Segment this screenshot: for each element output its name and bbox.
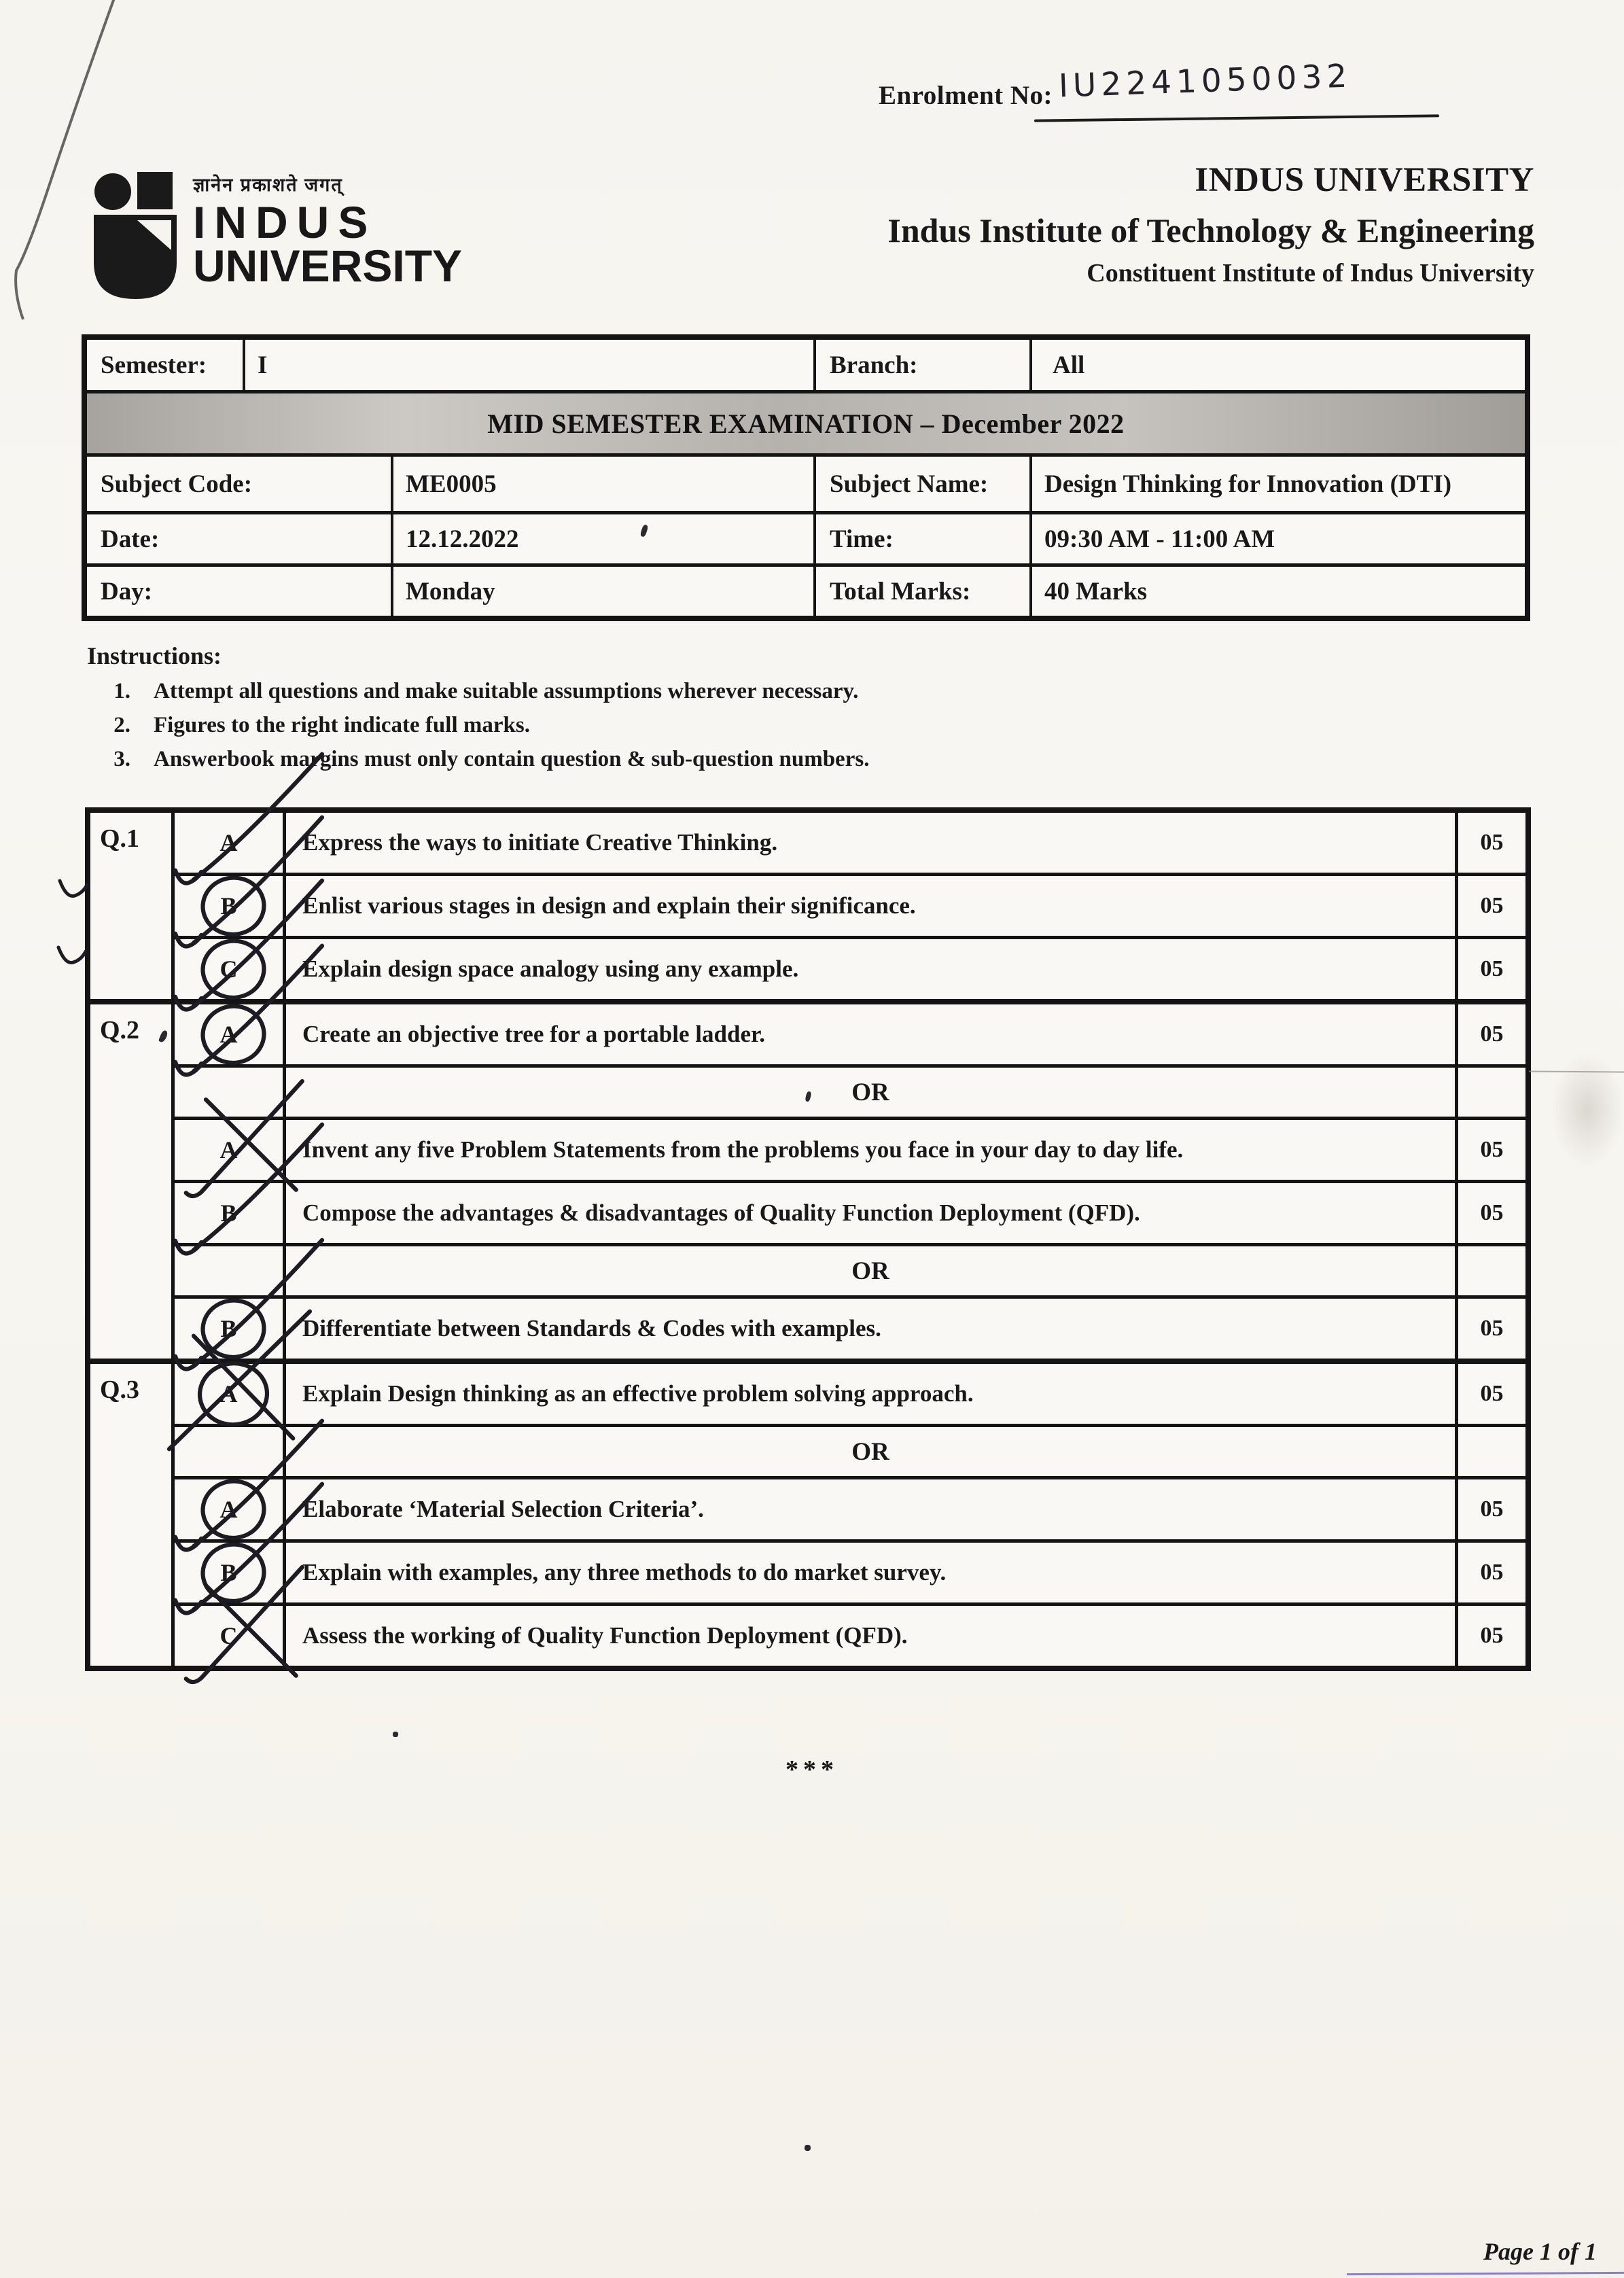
total-marks-value: 40 Marks [1044,577,1148,606]
semester-label: Semester: [87,340,245,390]
sub-question-letter: B [220,1559,237,1586]
sub-question-cell-empty [175,1427,286,1476]
question-text: Differentiate between Standards & Codes with examples. [302,1315,881,1342]
ink-speck [805,2145,811,2151]
day-value: Monday [393,567,816,616]
instruction-number: 3. [113,747,130,771]
subject-code-value: ME0005 [393,457,816,511]
branch-value: All [1053,351,1085,379]
info-row-banner [87,390,1525,453]
branch-label: Branch: [816,340,1032,390]
sub-question-letter: B [220,892,237,919]
time-value: 09:30 AM - 11:00 AM [1044,525,1275,553]
subject-name-value: Design Thinking for Innovation (DTI) [1044,470,1452,498]
instruction-number: 2. [113,713,130,737]
sub-question-cell [175,1004,286,1064]
marks-cell-empty [1455,1427,1525,1476]
exam-info-table [82,334,1530,621]
logo-wordmark [193,171,463,291]
logo-line2: UNIVERSITY [193,241,463,291]
instructions-list [87,679,1174,772]
instruction-item [87,747,1174,772]
enrolment-number-handwritten: IU2241050032 [1058,57,1353,105]
sub-question-cell [175,1364,286,1424]
instruction-item [87,713,1174,738]
total-marks-label: Total Marks: [816,567,1032,616]
question-text: Compose the advantages & disadvantages of Quality Function Deployment (QFD). [302,1199,1140,1226]
date-label: Date: [87,514,393,563]
question-row [175,813,1525,873]
question-group-rows [175,1004,1525,1359]
question-number: Q.3 [90,1364,175,1666]
scan-edge-line [1347,2272,1624,2275]
info-row-date [87,511,1525,563]
question-row [175,1476,1525,1539]
marks-cell-empty [1455,1068,1525,1117]
question-table [85,807,1531,1671]
question-group [90,813,1525,999]
instruction-item [87,679,1174,704]
sub-question-cell [175,813,286,873]
marks-value: 05 [1455,813,1525,873]
or-label: OR [851,1257,889,1285]
day-label: Day: [87,567,393,616]
or-label: OR [851,1078,889,1106]
question-number: Q.2 [90,1004,175,1359]
question-row [175,1602,1525,1666]
header-titles [887,160,1534,288]
question-row [175,1539,1525,1602]
instruction-text: Attempt all questions and make suitable assumptions wherever necessary. [154,679,859,703]
info-row-day [87,563,1525,616]
question-group [90,1359,1525,1666]
exam-title-banner: MID SEMESTER EXAMINATION – December 2022 [87,393,1525,453]
marks-value: 05 [1455,1479,1525,1539]
time-label: Time: [816,514,1032,563]
question-text: Assess the working of Quality Function Deployment (QFD). [302,1622,908,1649]
marks-value: 05 [1455,1120,1525,1180]
question-text: Invent any five Problem Statements from the problems you face in your day to day life. [302,1136,1184,1163]
marks-value: 05 [1455,1543,1525,1602]
sub-question-letter: A [219,1496,238,1523]
date-value: 12.12.2022 [393,514,816,563]
sub-question-letter: C [219,1622,238,1649]
question-text: Elaborate ‘Material Selection Criteria’. [302,1496,704,1522]
sub-question-cell [175,1543,286,1602]
info-row-semester [87,340,1525,390]
instruction-number: 1. [113,679,130,703]
institute-name: Indus Institute of Technology & Engineering [887,211,1534,249]
sub-question-cell [175,939,286,999]
question-group-rows [175,1364,1525,1666]
question-group [90,999,1525,1359]
or-row [175,1424,1525,1476]
question-text: Explain with examples, any three methods to do market survey. [302,1559,947,1585]
question-row [175,1117,1525,1180]
question-row [175,1180,1525,1243]
question-number: Q.1 [90,813,175,999]
sub-question-letter: B [220,1315,237,1342]
marks-value: 05 [1455,1004,1525,1064]
sub-question-letter: A [219,829,238,856]
question-row [175,1295,1525,1359]
scan-smudge [1551,1052,1624,1168]
sub-question-cell-empty [175,1246,286,1295]
question-row [175,873,1525,936]
sub-question-letter: A [219,1380,238,1407]
page-number: Page 1 of 1 [1483,2238,1597,2265]
or-label: OR [851,1437,889,1466]
end-of-paper-marker: *** [785,1755,839,1784]
marks-cell-empty [1455,1246,1525,1295]
sub-question-cell [175,1299,286,1359]
university-name: INDUS UNIVERSITY [1195,161,1534,199]
question-text: Explain Design thinking as an effective problem solving approach. [302,1380,974,1407]
or-row [175,1064,1525,1117]
question-row [175,1364,1525,1424]
sub-question-letter: A [219,1021,238,1048]
question-text: Express the ways to initiate Creative Thinking. [302,829,778,856]
question-row [175,1004,1525,1064]
sub-question-cell [175,1120,286,1180]
subject-code-label: Subject Code: [87,457,393,511]
logo-motto: ज्ञानेन प्रकाशते जगत् [193,175,343,195]
marks-value: 05 [1455,1299,1525,1359]
question-text: Explain design space analogy using any example. [302,956,799,982]
pen-mark-margin [57,875,91,905]
marks-value: 05 [1455,1364,1525,1424]
sub-question-letter: A [219,1136,238,1163]
sub-question-cell [175,1479,286,1539]
question-text: Enlist various stages in design and explain their significance. [302,892,916,919]
sub-question-letter: B [220,1199,237,1227]
instruction-text: Figures to the right indicate full marks. [154,713,530,737]
logo-line1: INDUS [193,197,377,247]
enrolment-underline [1034,114,1439,122]
marks-value: 05 [1455,1183,1525,1243]
instructions-block [87,642,1174,772]
pen-mark-margin [56,942,90,972]
question-group-rows [175,813,1525,999]
sub-question-cell-empty [175,1068,286,1117]
sub-question-cell [175,1606,286,1666]
question-text: Create an objective tree for a portable ladder. [302,1021,766,1047]
instruction-text: Answerbook margins must only contain question & sub-question numbers. [154,747,870,771]
semester-value: I [245,340,816,390]
constituent-line: Constituent Institute of Indus University [1087,259,1534,287]
question-row [175,936,1525,999]
ink-speck [393,1732,398,1737]
or-row [175,1243,1525,1295]
subject-name-label: Subject Name: [816,457,1032,511]
marks-value: 05 [1455,939,1525,999]
enrolment-label: Enrolment No: [879,81,1053,110]
sub-question-letter: C [219,956,238,983]
indus-university-logo-icon [87,167,182,303]
marks-value: 05 [1455,876,1525,936]
sub-question-cell [175,876,286,936]
info-row-subject [87,453,1525,511]
sub-question-cell [175,1183,286,1243]
marks-value: 05 [1455,1606,1525,1666]
instructions-title: Instructions: [87,642,222,669]
